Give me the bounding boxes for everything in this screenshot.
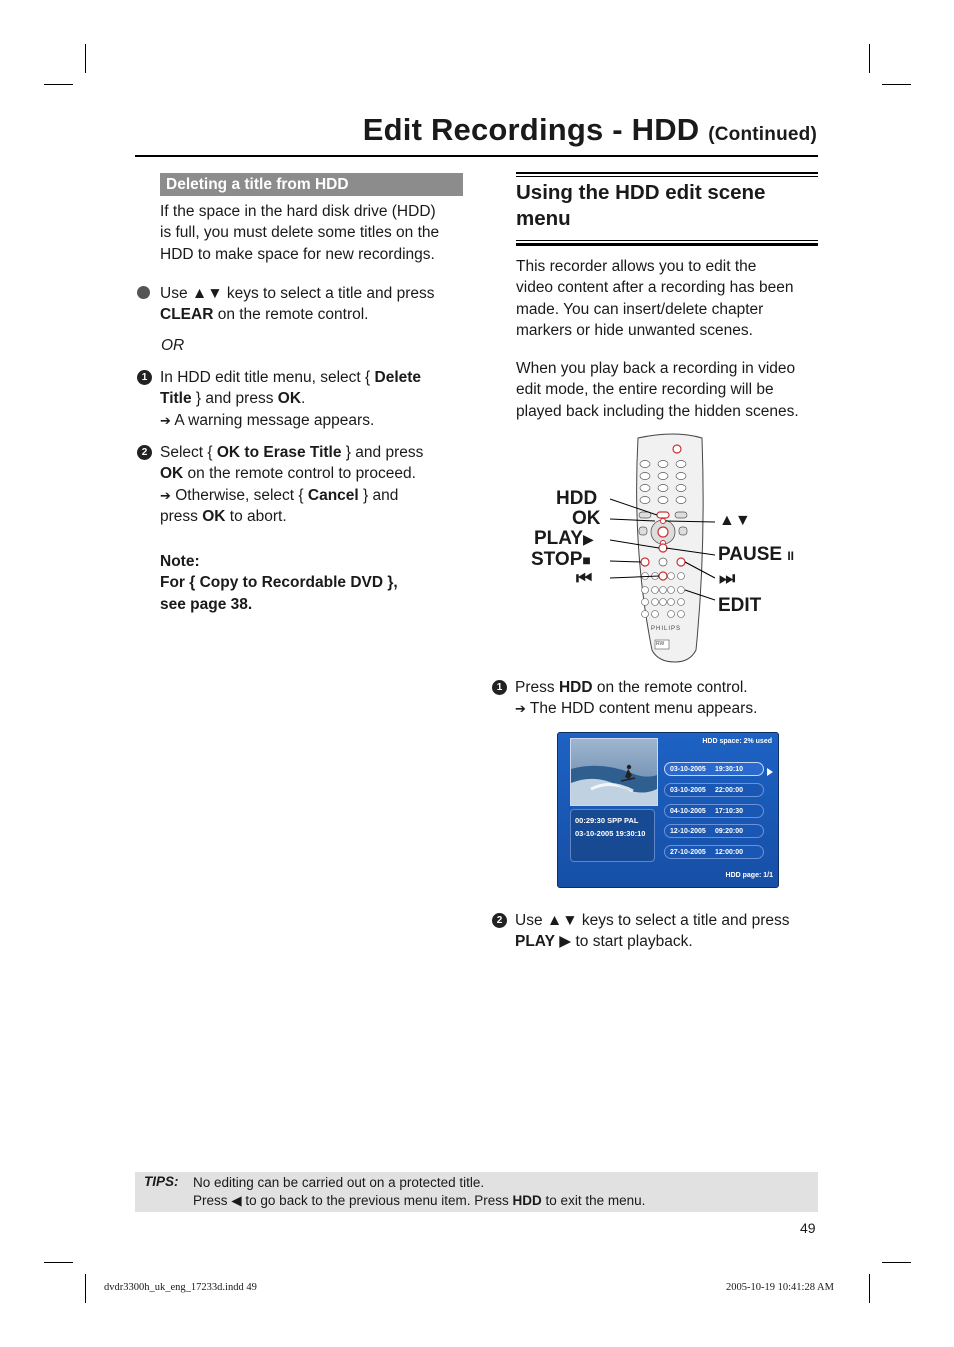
text-fragment: Use [160, 285, 192, 302]
previous-icon: ⏮ [576, 568, 593, 588]
text-fragment: to exit the menu. [541, 1193, 646, 1208]
step-1-delete [160, 367, 421, 431]
or-label: OR [161, 337, 185, 354]
remote-label-edit: EDIT [718, 595, 762, 616]
step-2-number: 2 [137, 445, 152, 460]
title-list-item[interactable] [664, 824, 764, 838]
result-arrow-icon: ➔ [515, 701, 526, 717]
title-list-item[interactable] [664, 783, 764, 797]
intro-line: If the space in the hard disk drive (HDD) [160, 203, 436, 220]
item-time: 12:00:00 [715, 849, 744, 856]
note-block [160, 551, 398, 615]
play-arrow-icon [767, 768, 773, 776]
text-fragment: keys to select a title and press [577, 912, 790, 929]
remote-brand: PHILIPS [651, 626, 682, 632]
up-down-arrows-icon: ▲▼ [546, 912, 578, 929]
key-clear: CLEAR [160, 306, 214, 324]
page-title-continued: (Continued) [708, 124, 817, 145]
para-line: made. You can insert/delete chapter [516, 300, 764, 318]
left-arrow-icon: ◀ [231, 1193, 242, 1208]
section-title-deleting: Deleting a title from HDD [160, 173, 463, 196]
remote-label-pause [718, 545, 794, 566]
page-title-main: Edit Recordings - HDD [362, 112, 700, 147]
crop-mark [869, 1274, 870, 1303]
bullet-icon [137, 286, 150, 299]
result-arrow-icon: ➔ [160, 412, 171, 428]
heading-line: Using the HDD edit scene [516, 181, 766, 204]
title-rule [135, 155, 818, 157]
heading-rule-top [516, 172, 818, 174]
text-fragment: press [160, 507, 203, 525]
intro-line: HDD to make space for new recordings. [160, 245, 435, 263]
surfer-thumbnail [571, 739, 657, 805]
tips-label: TIPS: [144, 1174, 179, 1189]
item-time: 19:30:10 [715, 766, 744, 773]
up-down-arrows-icon: ▲▼ [719, 512, 751, 529]
intro-line: is full, you must delete some titles on the [160, 224, 440, 242]
label-text: STOP [531, 549, 583, 570]
key-ok: OK [160, 465, 184, 483]
pause-icon: II [787, 549, 795, 563]
crop-mark [882, 1262, 911, 1263]
heading-rule-bottom [516, 243, 818, 246]
text-fragment: to go back to the previous menu item. Press [241, 1193, 513, 1208]
text-fragment: to start playback. [571, 933, 693, 951]
hdd-space-indicator: HDD space: 2% used [702, 738, 772, 745]
text-fragment: Otherwise, select { [170, 486, 308, 504]
stop-icon: ■ [582, 552, 591, 568]
step-1-press-hdd [515, 677, 757, 720]
heading-rule-bottom-thin [516, 240, 818, 241]
thumbnail-image [570, 738, 658, 806]
text-fragment: } and press [191, 390, 278, 408]
menu-option-ok-erase: OK to Erase Title [216, 444, 342, 461]
note-label: Note: [160, 553, 200, 570]
text-fragment: to abort. [225, 507, 287, 525]
item-time: 09:20:00 [715, 828, 744, 835]
para-line: When you play back a recording in video [516, 360, 796, 377]
tips-line-1: No editing can be carried out on a protected title. [193, 1175, 485, 1190]
item-date: 27-10-2005 [670, 849, 706, 856]
text-fragment: keys to select a title and press [222, 285, 435, 302]
para-line: edit mode, the entire recording will be [516, 381, 774, 399]
intro-paragraph-right [516, 256, 793, 341]
remote-label-stop [531, 550, 591, 570]
para-line: video content after a recording has been [516, 279, 794, 297]
label-text: PAUSE [718, 544, 783, 565]
menu-option-cancel: Cancel [307, 486, 359, 504]
item-date: 12-10-2005 [670, 828, 706, 835]
step-1-number-right: 1 [492, 680, 507, 695]
para-line: markers or hide unwanted scenes. [516, 321, 753, 339]
menu-option-title: Title [160, 390, 192, 408]
play-icon: ▶ [582, 531, 594, 547]
info-duration-mode: 00:29:30 SPP PAL [575, 816, 639, 825]
page-number: 49 [800, 1220, 816, 1236]
crop-mark [85, 1274, 86, 1303]
note-line: For { Copy to Recordable DVD }, [160, 574, 398, 592]
result-arrow-icon: ➔ [160, 487, 171, 503]
label-text: PLAY [534, 528, 583, 549]
crop-mark [882, 84, 911, 85]
item-date: 04-10-2005 [670, 808, 706, 815]
key-ok: OK [202, 507, 226, 525]
text-fragment: Press [515, 679, 559, 696]
item-time: 22:00:00 [715, 787, 744, 794]
heading-rule-top-thin [516, 176, 818, 177]
play-icon: ▶ [554, 933, 572, 951]
text-fragment: on the remote control. [213, 306, 369, 324]
remote-label-ok: OK [572, 508, 601, 529]
step-1-number: 1 [137, 370, 152, 385]
next-icon: ⏭ [719, 568, 736, 588]
up-down-arrows-icon: ▲▼ [191, 285, 223, 302]
footer-timestamp: 2005-10-19 10:41:28 AM [726, 1282, 834, 1293]
step-2-select-play [515, 910, 790, 953]
remote-label-hdd: HDD [556, 488, 598, 509]
remote-badge: RW [656, 641, 665, 647]
text-fragment: Press [193, 1193, 232, 1208]
step-2-number-right: 2 [492, 913, 507, 928]
tips-line-2 [193, 1192, 645, 1210]
playback-paragraph [516, 358, 799, 422]
key-play: PLAY [515, 933, 555, 951]
hdd-content-menu-screen [557, 732, 779, 888]
item-time: 17:10:30 [715, 808, 744, 815]
intro-paragraph [160, 201, 439, 265]
crop-mark [44, 1262, 73, 1263]
crop-mark [44, 84, 73, 85]
bullet-use-keys [160, 283, 435, 326]
para-line: This recorder allows you to edit the [516, 258, 757, 275]
text-fragment: } and [358, 486, 399, 504]
crop-mark [869, 44, 870, 73]
title-list-item[interactable] [664, 762, 764, 776]
text-fragment: } and press [341, 444, 424, 461]
key-hdd: HDD [512, 1193, 542, 1208]
menu-option-delete: Delete [374, 369, 422, 386]
text-fragment: Select { [160, 444, 217, 461]
crop-mark [85, 44, 86, 73]
text-fragment: The HDD content menu appears. [525, 700, 758, 718]
remote-label-play [534, 529, 594, 549]
text-fragment: . [301, 390, 306, 408]
info-date-time: 03-10-2005 19:30:10 [575, 829, 646, 838]
para-line: played back including the hidden scenes. [516, 402, 799, 420]
recording-info-box [570, 809, 655, 862]
key-ok: OK [277, 390, 302, 408]
text-fragment: on the remote control to proceed. [183, 465, 416, 483]
item-date: 03-10-2005 [670, 787, 706, 794]
footer-filename: dvdr3300h_uk_eng_17233d.indd 49 [104, 1282, 257, 1293]
section-heading-edit-scene [516, 180, 816, 232]
heading-line: menu [516, 207, 571, 230]
step-2-confirm [160, 442, 423, 527]
title-list-item[interactable] [664, 804, 764, 818]
key-hdd: HDD [558, 679, 593, 696]
text-fragment: In HDD edit title menu, select { [160, 369, 375, 386]
page-title [363, 112, 817, 148]
title-list-item[interactable] [664, 845, 764, 859]
note-line: see page 38. [160, 595, 253, 613]
hdd-page-indicator: HDD page: 1/1 [725, 872, 773, 879]
text-fragment: Use [515, 912, 547, 929]
item-date: 03-10-2005 [670, 766, 706, 773]
text-fragment: on the remote control. [592, 679, 748, 696]
text-fragment: A warning message appears. [170, 411, 375, 429]
